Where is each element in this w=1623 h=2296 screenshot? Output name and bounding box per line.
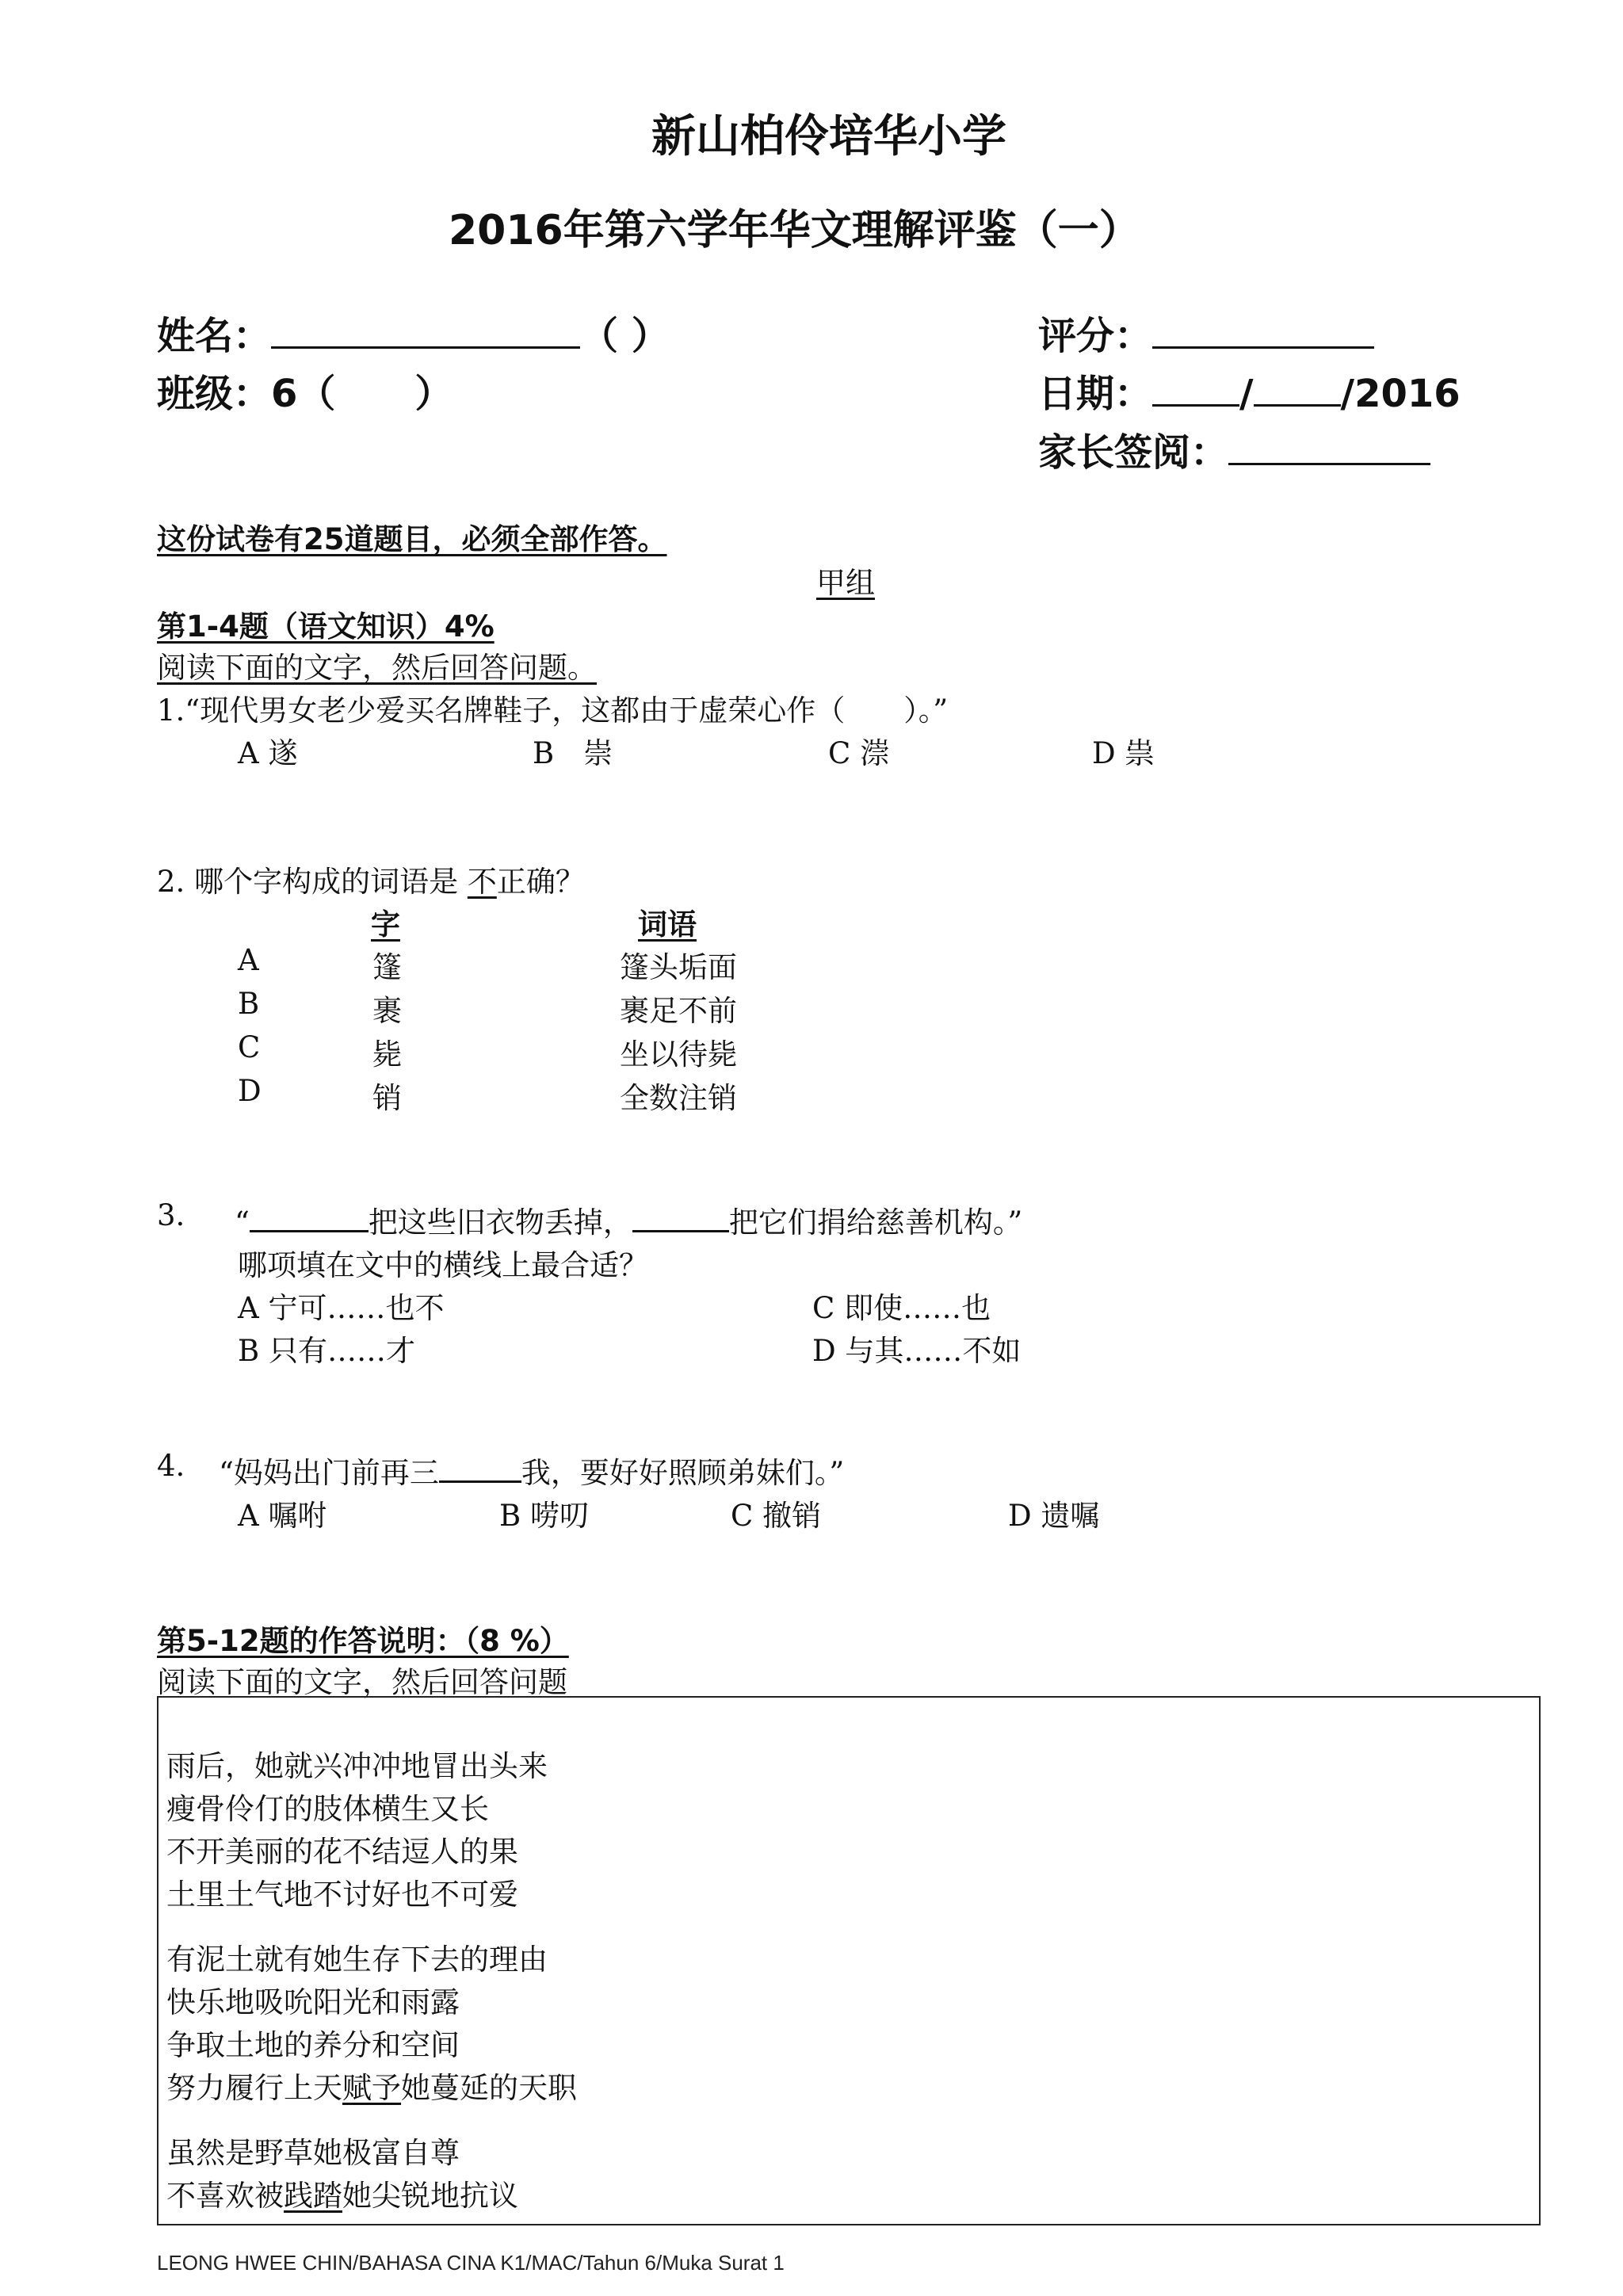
name-row	[157, 305, 670, 360]
q1-option-d[interactable]: D 祟	[1092, 736, 1155, 770]
q2-prefix: 2. 哪个字构成的词语是	[157, 865, 459, 899]
date-label: 日期：	[1038, 372, 1153, 416]
q2-row-a-char: 篷	[372, 950, 402, 984]
q2-text	[157, 858, 585, 900]
poem-line: 瘦骨伶仃的肢体横生又长	[166, 1792, 489, 1826]
poem-line: 争取土地的养分和空间	[166, 2028, 460, 2062]
name-paren: （ ）	[580, 314, 670, 358]
score-blank[interactable]	[1152, 346, 1374, 349]
q3-option-a[interactable]: A 宁可……也不	[238, 1291, 445, 1325]
parent-label: 家长签阅：	[1038, 430, 1229, 475]
q3-question: 哪项填在文中的横线上最合适？	[238, 1248, 648, 1282]
q3-option-d[interactable]: D 与其……不如	[812, 1334, 1022, 1368]
q2-not: 不	[467, 865, 497, 899]
poem-line: 有泥土就有她生存下去的理由	[166, 1943, 548, 1977]
exam-title: 2016年第六学年华文理解评鉴（一）	[449, 207, 1140, 254]
poem-underlined-word: 赋予	[342, 2071, 401, 2105]
part2-heading: 第5-12题的作答说明：（8 %）	[157, 1624, 569, 1658]
school-name: 新山柏伶培华小学	[651, 111, 1006, 162]
q2-row-c-letter[interactable]: C	[238, 1030, 261, 1064]
poem-line: 土里土气地不讨好也不可爱	[166, 1878, 518, 1912]
score-label: 评分：	[1038, 314, 1153, 358]
class-close: ）	[414, 372, 453, 416]
q2-row-d-letter[interactable]: D	[238, 1074, 262, 1108]
score-row	[1038, 305, 1374, 360]
poem-line	[166, 2064, 577, 2107]
q2-row-b-char: 裹	[372, 994, 402, 1028]
name-blank[interactable]	[271, 346, 580, 349]
part1-heading: 第1-4题（语文知识）4%	[157, 609, 495, 644]
instructions: 这份试卷有25道题目，必须全部作答。	[157, 522, 667, 556]
q4-option-b[interactable]: B 唠叨	[499, 1499, 589, 1533]
q4-number: 4.	[157, 1449, 185, 1483]
parent-row	[1038, 422, 1430, 476]
poem-underlined-word: 践踏	[284, 2179, 342, 2213]
q3-blank-1[interactable]	[250, 1230, 369, 1232]
q4-option-d[interactable]: D 遗嘱	[1008, 1499, 1100, 1533]
q1-option-a[interactable]: A 遂	[238, 736, 298, 770]
q4-blank[interactable]	[439, 1480, 521, 1483]
q3-end: 把它们捐给慈善机构。”	[728, 1205, 1023, 1240]
q2-row-c-char: 毙	[372, 1037, 402, 1072]
name-label: 姓名：	[157, 314, 272, 358]
q2-row-b-letter[interactable]: B	[238, 987, 260, 1021]
q1-option-b[interactable]: B 崇	[533, 736, 613, 770]
q3-open: “	[235, 1205, 250, 1240]
q2-col-word: 词语	[638, 907, 697, 942]
q2-row-c-word: 坐以待毙	[620, 1037, 737, 1072]
q1-option-c[interactable]: C 漴	[828, 736, 890, 770]
date-year: /2016	[1340, 372, 1461, 416]
q1-text: 1.“现代男女老少爱买名牌鞋子，这都由于虚荣心作（ ）。”	[157, 693, 949, 728]
q3-mid: 把这些旧衣物丢掉，	[368, 1205, 632, 1240]
q3-text	[235, 1198, 1022, 1241]
q4-option-c[interactable]: C 撤销	[731, 1499, 822, 1533]
q3-option-b[interactable]: B 只有……才	[238, 1334, 415, 1368]
class-row	[157, 363, 453, 418]
q2-row-d-char: 销	[372, 1081, 402, 1115]
page-footer: LEONG HWEE CHIN/BAHASA CINA K1/MAC/Tahun 6/Muka Surat 1	[157, 2251, 785, 2275]
poem-line	[166, 2172, 518, 2214]
part1-subheading: 阅读下面的文字，然后回答问题。	[157, 651, 597, 685]
q3-blank-2[interactable]	[632, 1230, 729, 1232]
q3-option-c[interactable]: C 即使……也	[812, 1291, 991, 1325]
section-a-label: 甲组	[816, 566, 875, 600]
q4-end: 我，要好好照顾弟妹们。”	[521, 1456, 845, 1490]
class-label: 班级：6（	[157, 372, 336, 416]
poem-text: 不喜欢被	[166, 2179, 284, 2213]
poem-text: 她尖锐地抗议	[342, 2179, 518, 2213]
q2-row-b-word: 裹足不前	[620, 994, 737, 1028]
poem-text: 努力履行上天	[166, 2071, 342, 2105]
date-month-blank[interactable]	[1254, 404, 1341, 407]
poem-line: 快乐地吸吮阳光和雨露	[166, 1985, 460, 2019]
q3-number: 3.	[157, 1198, 185, 1232]
date-day-blank[interactable]	[1152, 404, 1239, 407]
date-row: 日期： / /2016	[1038, 372, 1461, 416]
part2-subheading: 阅读下面的文字，然后回答问题	[157, 1665, 567, 1699]
poem-line: 雨后，她就兴冲冲地冒出头来	[166, 1749, 548, 1783]
q4-text	[219, 1449, 844, 1492]
poem-text: 她蔓延的天职	[401, 2071, 577, 2105]
parent-blank[interactable]	[1228, 463, 1430, 465]
q4-option-a[interactable]: A 嘱咐	[238, 1499, 327, 1533]
q2-row-a-letter[interactable]: A	[238, 943, 259, 977]
q2-suffix: 正确？	[496, 865, 585, 899]
poem-line: 虽然是野草她极富自尊	[166, 2136, 460, 2170]
poem-line: 不开美丽的花不结逗人的果	[166, 1835, 518, 1869]
q2-col-char: 字	[371, 907, 400, 942]
q2-row-a-word: 篷头垢面	[620, 950, 737, 984]
q4-open: “妈妈出门前再三	[219, 1456, 439, 1490]
q2-row-d-word: 全数注销	[620, 1081, 737, 1115]
